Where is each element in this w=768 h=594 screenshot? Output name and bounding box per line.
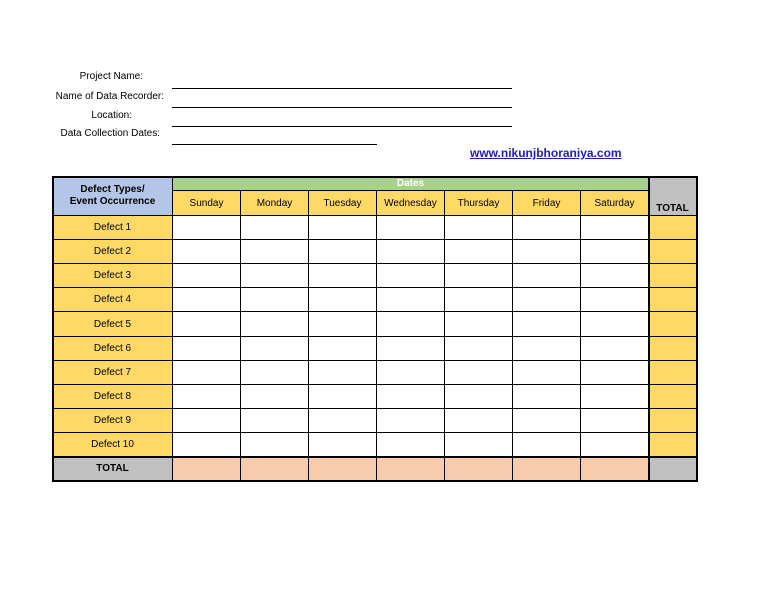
tally-cell[interactable] — [513, 288, 581, 312]
tally-cell[interactable] — [173, 337, 241, 361]
tally-cell[interactable] — [445, 385, 513, 409]
tally-cell[interactable] — [581, 385, 649, 409]
tally-cell[interactable] — [309, 288, 377, 312]
day-header-monday: Monday — [241, 191, 309, 216]
tally-cell[interactable] — [173, 264, 241, 288]
defect-row-label: Defect 10 — [53, 433, 173, 457]
defect-row-label: Defect 5 — [53, 312, 173, 337]
tally-cell[interactable] — [445, 361, 513, 385]
total-column-header: TOTAL — [649, 177, 697, 216]
tally-cell[interactable] — [581, 337, 649, 361]
tally-cell[interactable] — [513, 240, 581, 264]
defect-row-label: Defect 6 — [53, 337, 173, 361]
tally-cell[interactable] — [241, 433, 309, 457]
grand-total-cell[interactable] — [649, 457, 697, 481]
defect-row-label: Defect 9 — [53, 409, 173, 433]
tally-cell[interactable] — [241, 409, 309, 433]
tally-cell[interactable] — [377, 337, 445, 361]
row-total-cell[interactable] — [649, 337, 697, 361]
row-total-cell[interactable] — [649, 385, 697, 409]
tally-cell[interactable] — [445, 288, 513, 312]
tally-cell[interactable] — [581, 264, 649, 288]
tally-cell[interactable] — [513, 337, 581, 361]
tally-cell[interactable] — [241, 337, 309, 361]
tally-cell[interactable] — [377, 288, 445, 312]
row-total-cell[interactable] — [649, 361, 697, 385]
tally-cell[interactable] — [241, 288, 309, 312]
defect-row-label: Defect 8 — [53, 385, 173, 409]
defect-row-label: Defect 1 — [53, 216, 173, 240]
tally-cell[interactable] — [513, 361, 581, 385]
project-name-label: Project Name: — [79, 71, 143, 82]
tally-cell[interactable] — [513, 216, 581, 240]
day-total-cell[interactable] — [581, 457, 649, 481]
tally-cell[interactable] — [241, 216, 309, 240]
defect-types-header-line2: Event Occurrence — [69, 196, 156, 207]
tally-cell[interactable] — [173, 216, 241, 240]
tally-cell[interactable] — [173, 288, 241, 312]
day-header-wednesday: Wednesday — [377, 191, 445, 216]
tally-cell[interactable] — [581, 361, 649, 385]
tally-cell[interactable] — [445, 240, 513, 264]
tally-cell[interactable] — [241, 312, 309, 337]
collection-dates-field[interactable] — [172, 144, 377, 145]
tally-cell[interactable] — [581, 409, 649, 433]
tally-cell[interactable] — [309, 312, 377, 337]
day-total-cell[interactable] — [377, 457, 445, 481]
tally-cell[interactable] — [581, 240, 649, 264]
row-total-cell[interactable] — [649, 312, 697, 337]
tally-cell[interactable] — [173, 312, 241, 337]
tally-cell[interactable] — [445, 312, 513, 337]
day-total-cell[interactable] — [513, 457, 581, 481]
tally-cell[interactable] — [445, 264, 513, 288]
day-total-cell[interactable] — [241, 457, 309, 481]
day-total-cell[interactable] — [309, 457, 377, 481]
tally-cell[interactable] — [377, 264, 445, 288]
tally-cell[interactable] — [241, 240, 309, 264]
tally-cell[interactable] — [513, 385, 581, 409]
tally-cell[interactable] — [309, 433, 377, 457]
defect-types-header-line1: Defect Types/ — [80, 184, 145, 195]
tally-cell[interactable] — [309, 361, 377, 385]
tally-cell[interactable] — [445, 433, 513, 457]
tally-cell[interactable] — [173, 240, 241, 264]
day-header-tuesday: Tuesday — [309, 191, 377, 216]
location-label: Location: — [91, 110, 132, 121]
tally-cell[interactable] — [309, 409, 377, 433]
tally-cell[interactable] — [513, 312, 581, 337]
tally-cell[interactable] — [581, 312, 649, 337]
tally-cell[interactable] — [377, 216, 445, 240]
tally-cell[interactable] — [377, 312, 445, 337]
total-row-label: TOTAL — [53, 457, 173, 481]
tally-cell[interactable] — [309, 216, 377, 240]
tally-cell[interactable] — [513, 409, 581, 433]
tally-cell[interactable] — [377, 240, 445, 264]
tally-cell[interactable] — [445, 409, 513, 433]
tally-cell[interactable] — [309, 240, 377, 264]
tally-cell[interactable] — [173, 361, 241, 385]
row-total-cell[interactable] — [649, 409, 697, 433]
tally-cell[interactable] — [445, 337, 513, 361]
tally-cell[interactable] — [377, 433, 445, 457]
tally-cell[interactable] — [241, 361, 309, 385]
tally-cell[interactable] — [377, 385, 445, 409]
tally-cell[interactable] — [581, 216, 649, 240]
project-name-field[interactable] — [172, 88, 512, 89]
tally-cell[interactable] — [445, 216, 513, 240]
collection-dates-label: Data Collection Dates: — [60, 128, 160, 139]
row-total-cell[interactable] — [649, 264, 697, 288]
day-total-cell[interactable] — [173, 457, 241, 481]
defect-row-label: Defect 7 — [53, 361, 173, 385]
tally-cell[interactable] — [241, 385, 309, 409]
tally-cell[interactable] — [513, 433, 581, 457]
data-recorder-field[interactable] — [172, 107, 512, 108]
defect-types-header — [53, 177, 173, 216]
tally-cell[interactable] — [377, 361, 445, 385]
defect-row-label: Defect 4 — [53, 288, 173, 312]
tally-cell[interactable] — [377, 409, 445, 433]
day-header-friday: Friday — [513, 191, 581, 216]
defect-row-label: Defect 3 — [53, 264, 173, 288]
tally-cell[interactable] — [581, 433, 649, 457]
row-total-cell[interactable] — [649, 240, 697, 264]
tally-cell[interactable] — [309, 264, 377, 288]
tally-cell[interactable] — [309, 385, 377, 409]
row-total-cell[interactable] — [649, 433, 697, 457]
day-total-cell[interactable] — [445, 457, 513, 481]
row-total-cell[interactable] — [649, 216, 697, 240]
row-total-cell[interactable] — [649, 288, 697, 312]
dates-header: Dates — [173, 177, 649, 191]
tally-cell[interactable] — [173, 385, 241, 409]
tally-cell[interactable] — [513, 264, 581, 288]
day-header-sunday: Sunday — [173, 191, 241, 216]
day-header-thursday: Thursday — [445, 191, 513, 216]
day-header-saturday: Saturday — [581, 191, 649, 216]
data-recorder-label: Name of Data Recorder: — [55, 91, 164, 102]
website-link[interactable]: www.nikunjbhoraniya.com — [470, 146, 622, 160]
location-field[interactable] — [172, 126, 512, 127]
tally-cell[interactable] — [581, 288, 649, 312]
defect-row-label: Defect 2 — [53, 240, 173, 264]
tally-cell[interactable] — [309, 337, 377, 361]
tally-cell[interactable] — [173, 433, 241, 457]
tally-cell[interactable] — [241, 264, 309, 288]
tally-cell[interactable] — [173, 409, 241, 433]
